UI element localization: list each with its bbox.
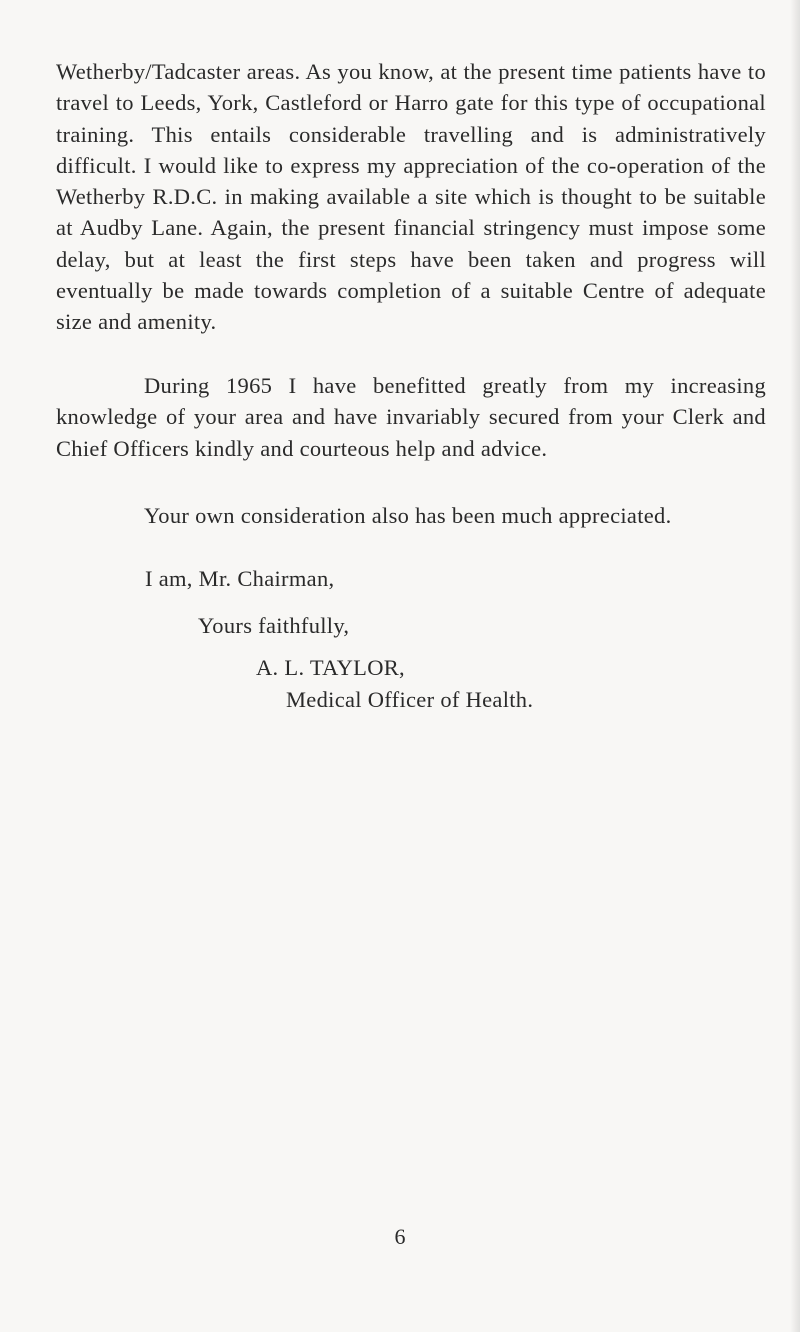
closing-valediction: Yours faithfully, xyxy=(198,613,350,638)
body-paragraph-2 xyxy=(56,370,766,464)
body-paragraph-1 xyxy=(56,56,766,338)
paragraph-text: Wetherby/Tadcaster areas. As you know, at the present time patients have to travel to Leeds, York, Castleford or Harro gate for this type of occupational training. This entails considerable travelling and is administratively difficult. I would like to express my appreciation of the co-operation of the Wetherby R.D.C. in making available a site which is thought to be suitable at Audby Lane. Again, the present financial stringency must impose some delay, but at least the first steps have been taken and progress will eventually be made towards completion of a suitable Centre of adequate size and amenity. xyxy=(56,59,766,335)
closing-salutation: I am, Mr. Chairman, xyxy=(145,566,335,591)
signatory-name: A. L. TAYLOR, xyxy=(256,655,405,680)
page-number: 6 xyxy=(394,1224,406,1249)
signatory-title: Medical Officer of Health. xyxy=(286,687,534,712)
paragraph-text: During 1965 I have benefitted greatly from my increasing knowledge of your area and have invariably secured from your Clerk and Chief Officers kindly and courteous help and advice. xyxy=(56,373,766,461)
body-paragraph-3 xyxy=(56,500,766,531)
page-edge-shadow xyxy=(790,0,800,1332)
paragraph-text: Your own consideration also has been much appreciated. xyxy=(144,503,672,528)
